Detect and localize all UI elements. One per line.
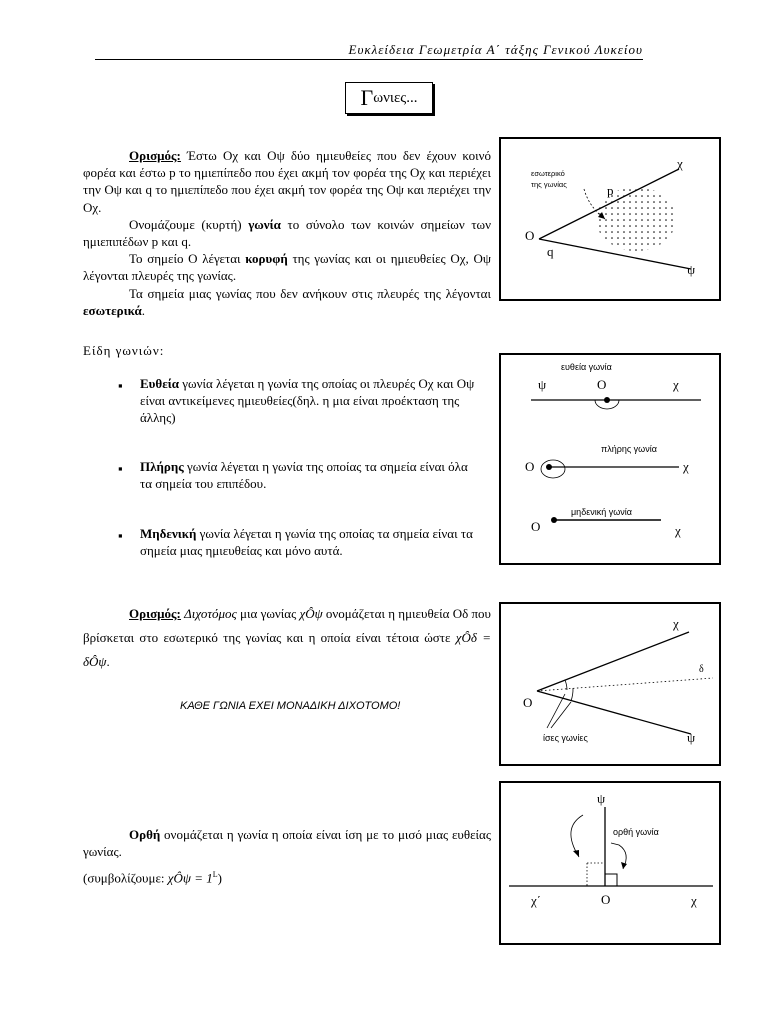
kind-text: γωνία λέγεται η γωνία της οποίας οι πλευρές Οχ και Οψ είναι αντικείμενες ημιευθείες(δηλ. η μια είναι προέκταση της άλλης)	[140, 376, 475, 425]
angle-arc-2	[571, 688, 573, 701]
kind-text: γωνία λέγεται η γωνία της οποίας τα σημεία είναι όλα τα σημεία του επιπέδου.	[140, 459, 468, 491]
definition-bisector	[83, 602, 491, 674]
title-cap: Γ	[360, 85, 374, 110]
term-interior: εσωτερικά	[83, 302, 142, 318]
figure-right-angle	[499, 781, 721, 945]
label-O: O	[523, 695, 533, 710]
label-O: O	[601, 892, 611, 907]
text-part: .	[141, 302, 146, 318]
vertex-dot	[551, 517, 557, 523]
label-zero-angle: μηδενική γωνία	[571, 507, 632, 517]
math-superscript: L	[212, 870, 218, 880]
figure-kinds-svg	[501, 355, 719, 563]
label-psi: ψ	[687, 262, 696, 277]
arrow-head	[573, 850, 579, 857]
term-right: Ορθή	[129, 827, 161, 842]
vertex-dot	[604, 397, 610, 403]
label-straight-angle: ευθεία γωνία	[561, 362, 612, 372]
pointer-1	[547, 694, 565, 728]
text-part: Τα σημεία μιας γωνίας που δεν ανήκουν στις πλευρές της λέγονται	[129, 285, 491, 301]
definition-right-angle	[83, 826, 491, 887]
label-chi: χ	[683, 459, 689, 474]
figure-angle-svg	[501, 139, 719, 299]
term-vertex: κορυφή	[245, 251, 288, 267]
label-psi: ψ	[687, 730, 696, 745]
label-q: q	[547, 244, 554, 259]
label-chi: χ	[691, 893, 697, 908]
label-chi-prime: χ΄	[531, 893, 542, 908]
term-straight: Ευθεία	[140, 376, 180, 391]
text-part: ονομάζεται η ημιευθεία Οδ που βρίσκεται στο εσωτερικό της γωνίας και η οποία είναι τέτοια ώστε	[83, 606, 491, 645]
label-p: p	[607, 183, 614, 198]
text-part: το σύνολο των κοινών σημείων των ημιεπιπέδων p και q.	[83, 216, 491, 250]
vertex-dot	[546, 464, 552, 470]
text-part: της γωνίας και οι ημιευθείες Οχ, Οψ λέγονται πλευρές της γωνίας.	[83, 251, 491, 284]
label-O: O	[531, 519, 541, 534]
definition-angle-p3	[83, 250, 491, 284]
kind-zero	[140, 525, 480, 559]
label-chi: χ	[673, 377, 679, 392]
definition-bisector-text	[83, 602, 491, 674]
math-angle: χÔψ	[299, 606, 323, 621]
bullet-marker: ▪	[118, 378, 123, 393]
ray-bisector	[537, 678, 713, 691]
title-rest: ωνιες...	[373, 89, 418, 106]
term-full: Πλήρης	[140, 459, 184, 474]
kind-full	[140, 458, 480, 492]
bullet-marker: ▪	[118, 461, 123, 476]
figure-bisector	[499, 602, 721, 766]
full-arc	[541, 460, 565, 478]
label-interior-1: εσωτερικό	[531, 169, 565, 178]
kind-text: γωνία λέγεται η γωνία της οποίας τα σημεία είναι τα σημεία μιας ημιευθείας και μόνο αυτά.	[140, 526, 473, 558]
figure-right-svg	[501, 783, 719, 943]
kinds-title: Είδη γωνιών:	[83, 343, 165, 358]
label-psi: ψ	[597, 791, 606, 806]
label-O: O	[525, 228, 535, 243]
label-delta: δ	[699, 664, 704, 675]
label-right-angle: ορθή γωνία	[613, 827, 659, 837]
text-part: ονομάζεται η γωνία η οποία είναι ίση με το μισό μιας ευθείας γωνίας.	[83, 827, 491, 860]
definition-label: Ορισμός:	[129, 606, 181, 621]
label-psi: ψ	[538, 377, 547, 392]
label-chi: χ	[675, 523, 681, 538]
page-title	[345, 82, 433, 114]
text-part: .	[106, 654, 110, 669]
arrow-head	[621, 862, 627, 869]
label-O: O	[525, 459, 535, 474]
definition-label: Ορισμός:	[129, 148, 181, 163]
label-interior-2: της γωνίας	[531, 180, 567, 189]
text-part: )	[217, 870, 222, 886]
bullet-marker: ▪	[118, 528, 123, 543]
right-angle-symbol	[83, 866, 491, 887]
definition-angle-p2	[83, 216, 491, 250]
ray-chi	[537, 632, 689, 691]
right-angle-mark	[605, 874, 617, 886]
unique-bisector-note: ΚΑΘΕ ΓΩΝΙΑ ΕΧΕΙ ΜΟΝΑΔΙΚΗ ΔΙΧΟΤΟΜΟ!	[180, 700, 401, 712]
text-part: Ονομάζουμε (κυρτή)	[129, 216, 249, 232]
definition-angle-p4	[83, 285, 491, 319]
text-part: μια γωνίας	[236, 606, 300, 621]
text-part: Το σημείο Ο λέγεται	[129, 251, 246, 267]
right-angle-text	[83, 826, 491, 860]
page-header: Ευκλείδεια Γεωμετρία Α΄ τάξης Γενικού Λυκείου	[95, 42, 643, 60]
figure-angle	[499, 137, 721, 301]
definition-angle	[83, 147, 491, 319]
text-part: (συμβολίζουμε:	[83, 870, 168, 886]
math-equation: χÔδ = δÔψ	[83, 630, 491, 669]
label-O: O	[597, 377, 607, 392]
term-zero: Μηδενική	[140, 526, 197, 541]
figure-bisector-svg	[501, 604, 719, 764]
figure-angle-kinds	[499, 353, 721, 565]
ray-psi	[537, 691, 691, 734]
kind-straight	[140, 375, 480, 426]
definition-angle-p1	[83, 147, 491, 216]
label-chi: χ	[677, 156, 683, 171]
math-equation: χÔψ = 1	[167, 870, 213, 886]
term-angle: γωνία	[248, 216, 281, 232]
term-bisector: Διχοτόμος	[184, 606, 237, 621]
label-equal-angles: ίσες γωνίες	[543, 733, 588, 743]
definition-text: Έστω Οχ και Οψ δύο ημιευθείες που δεν έχουν κοινό φορέα και έστω p το ημιεπίπεδο που έχει ακμή τον φορέα της Οχ και περιέχει την Οψ και q το ημιεπίπεδο που έχει ακμή τον φορέα της Οψ και περιέχει την Οχ.	[83, 148, 491, 215]
label-full-angle: πλήρης γωνία	[601, 444, 657, 454]
label-chi: χ	[673, 616, 679, 631]
